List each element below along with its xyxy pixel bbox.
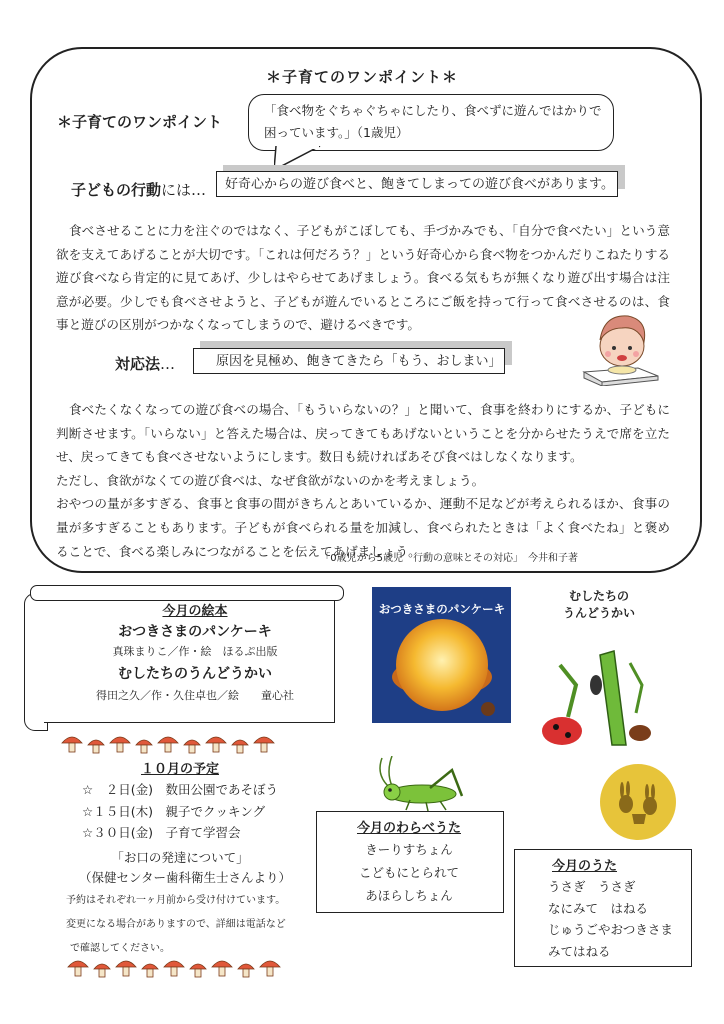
song-heading: 今月のうた: [552, 859, 618, 874]
pancake-icon: [372, 587, 511, 723]
book1-credit: 真珠まりこ／作・絵 ほるぷ出版: [112, 645, 278, 658]
song-line: みてはねる: [548, 943, 611, 959]
book1-title: おつきさまのパンケーキ: [118, 624, 272, 640]
advice-paragraph-2: [56, 398, 670, 563]
child-eating-illustration-icon: [578, 306, 662, 386]
books-heading: 今月の絵本: [162, 604, 228, 619]
talk-title: 「お口の発達について」: [111, 850, 249, 865]
response-label: [115, 353, 175, 374]
advice-paragraph-2-line-1: 食べたくなくなっての遊び食べの場合、「もういらないの？」と聞いて、食事を終わりにするか、子どもに判断させます。「いらない」と答えた場合は、戻ってきてもあげないということを分からせたうえで席を立たせ、戻ってきても食べさせないようにします。数日も続ければあそび食べはしなくなります。: [56, 402, 670, 465]
response-label-text: 対応法: [115, 355, 161, 373]
schedule-notes: [66, 889, 286, 961]
warabeuta-line: あほらしちょん: [365, 888, 453, 903]
schedule-item: ☆ ２日(金) 数田公園であそぼう: [82, 782, 278, 797]
book2-cover: [540, 585, 658, 753]
schedule-note: で確認してください。: [70, 943, 170, 954]
schedule-note: 予約はそれぞれ一ヶ月前から受け付けています。: [66, 895, 286, 906]
advice-paragraph-1: 食べさせることに力を注ぐのではなく、子どもがこぼしても、手づかみでも、「自分で食べたい」という意欲を支えてあげることが大切です。「これは何だろう？」という好奇心から食べ物をつかんだりこねたりする遊び食べなら肯定的に見てあげ、少しはやらせてあげましょう。食べる気もちが無くなり遊び出す場合は注意が必要。少しでも食べさせようと、子どもが遊んでいるところにご飯を持って行って食べさせるのは、食事と遊びの区別がつかなくなってしまうので、避けるべきです。: [56, 223, 670, 333]
parent-quote: 「食べ物をぐちゃぐちゃにしたり、食べずに遊んではかりで困っています。」（1歳児）: [264, 103, 602, 140]
song-line: うさぎ うさぎ: [548, 879, 636, 894]
warabeuta-heading: 今月のわらべうた: [356, 821, 461, 836]
schedule-note: 変更になる場合がありますので、詳細は電話など: [66, 919, 286, 930]
behavior-box: 好奇心からの遊び食べと、飽きてしまっての遊び食べがあります。: [216, 171, 618, 197]
book2-cover-title-line1: むしたちの: [568, 589, 629, 603]
section-title: ＊子育てのワンポイント: [57, 113, 223, 131]
insects-illustration-icon: [540, 585, 658, 753]
song-line: なにみて はねる: [548, 900, 649, 916]
rabbit-icon: [600, 764, 676, 840]
song-lyrics: [548, 876, 673, 962]
grasshopper-icon: [370, 756, 466, 812]
schedule-heading: １０月の予定: [140, 762, 219, 777]
talk-speaker: （保健センター歯科衛生士さんより）: [78, 870, 291, 885]
song-line: じゅうごやおつきさま: [548, 922, 673, 937]
behavior-label-text: 子どもの行動: [71, 181, 162, 199]
warabeuta-lyrics: [316, 838, 502, 907]
book2-credit: 得田之久／作・久住卓也／絵 童心社: [96, 689, 294, 702]
schedule-list: [82, 779, 278, 844]
schedule-item: ☆１５日(木) 親子でクッキング: [82, 803, 266, 819]
book2-cover-title-line2: うんどうかい: [562, 606, 635, 620]
citation: 「0歳児から5歳児 行動の意味とその対応」 今井和子著: [320, 553, 578, 564]
warabeuta-line: こどもにとられて: [358, 865, 459, 880]
book1-cover-title: おつきさまのパンケーキ: [378, 602, 506, 616]
schedule-item: ☆３０日(金) 子育て学習会: [82, 825, 241, 840]
response-box: 原因を見極め、飽きてきたら「もう、おしまい」: [193, 348, 505, 374]
book2-title: むしたちのうんどうかい: [118, 666, 272, 682]
behavior-label: [71, 179, 206, 200]
scroll-banner-icon: [30, 585, 344, 601]
warabeuta-line: きーりすちょん: [365, 842, 453, 857]
book1-cover: [372, 587, 511, 723]
advice-paragraph-2-line-2: ただし、食欲がなくての遊び食べは、なぜ食欲がないのかを考えましょう。: [56, 472, 485, 488]
page-title: ＊子育てのワンポイント＊: [265, 68, 458, 86]
behavior-label-suffix: には…: [161, 181, 207, 199]
response-label-suffix: …: [160, 355, 176, 373]
mushroom-row-top: [60, 731, 290, 755]
advice-paragraph-2-line-3: おやつの量が多すぎる、食事と食事の間がきちんとあいているか、運動不足などが考えられるほか、食事の量が多すぎることもあります。子どもが食べられる量を加減し、食べられたときは「よく食べたね」と褒めることで、食べる楽しみにつながることを伝えてあげましょう。: [56, 496, 670, 559]
